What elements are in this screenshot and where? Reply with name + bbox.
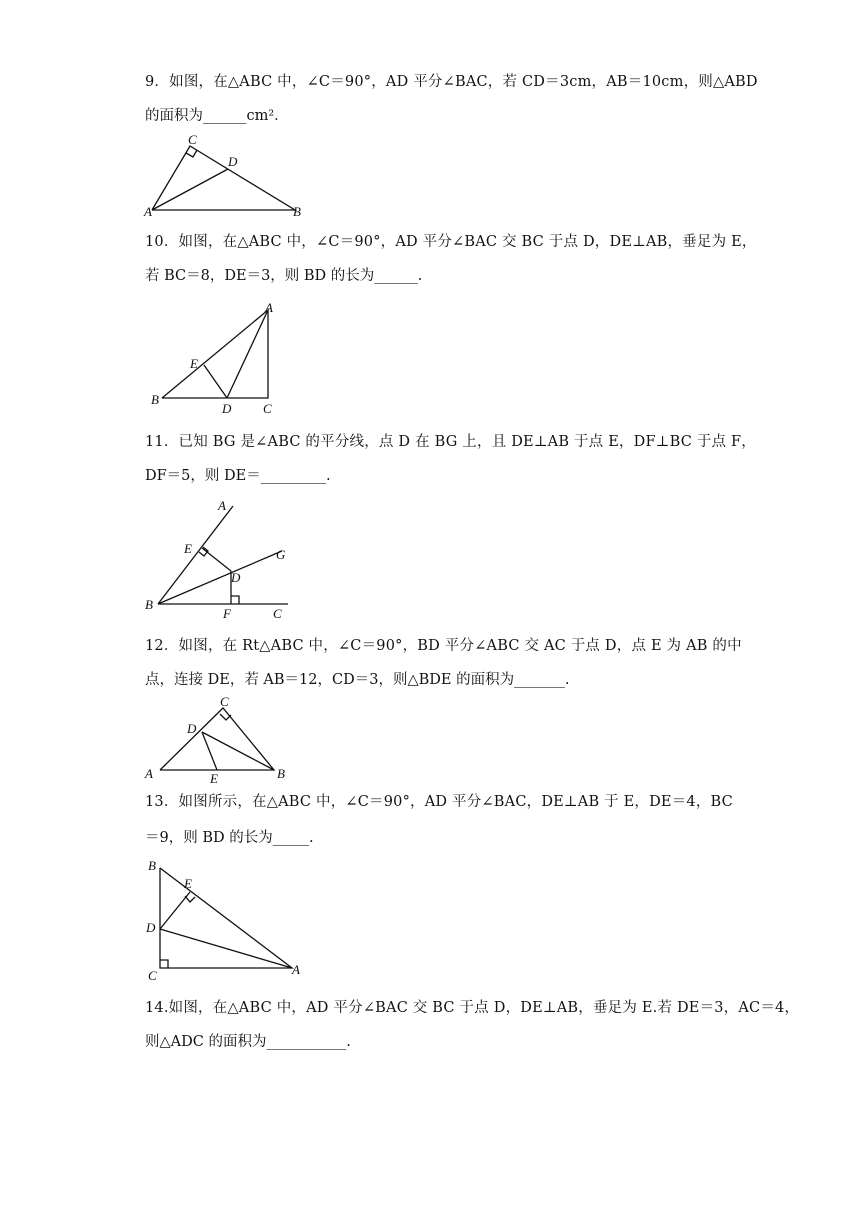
fig10-label-b: B [151, 392, 159, 407]
fig9-bisector-ad [152, 169, 228, 210]
fig11-ray-ba [158, 506, 233, 604]
fig11-label-d: D [231, 570, 241, 585]
problem-13-figure [142, 856, 312, 986]
fig9-label-c: C [188, 132, 197, 147]
problem-13-line-1: 13．如图所示，在△ABC 中，∠C＝90°，AD 平分∠BAC，DE⊥AB 于 E，DE＝4，BC [145, 794, 733, 810]
fig11-right-angle-mark-f [231, 596, 239, 604]
fig13-label-b: B [148, 858, 156, 873]
fig13-label-a: A [292, 962, 300, 977]
fig11-label-e: E [184, 541, 192, 556]
problem-10-line-2: 若 BC＝8，DE＝3，则 BD 的长为______. [145, 268, 423, 284]
fig9-label-d: D [228, 154, 238, 169]
fig10-perpendicular-de [204, 365, 227, 398]
problem-12-line-2: 点，连接 DE，若 AB＝12，CD＝3，则△BDE 的面积为_______. [145, 672, 570, 688]
problem-10-figure [145, 300, 295, 420]
problem-12-figure [140, 694, 300, 786]
problem-11-figure [140, 496, 310, 624]
fig13-bisector-ad [160, 929, 292, 968]
fig12-label-e: E [210, 771, 218, 786]
fig10-label-d: D [222, 401, 232, 416]
fig12-bisector-bd [202, 732, 274, 770]
fig9-label-b: B [293, 204, 301, 219]
fig11-label-a: A [218, 498, 226, 513]
fig13-label-d: D [146, 920, 156, 935]
fig13-label-e: E [184, 876, 192, 891]
problem-14-line-2: 则△ADC 的面积为___________. [145, 1034, 351, 1050]
fig9-label-a: A [144, 204, 152, 219]
fig13-label-c: C [148, 968, 157, 983]
fig11-perpendicular-de [202, 548, 231, 571]
fig9-triangle [152, 146, 295, 210]
problem-10-line-1: 10．如图，在△ABC 中，∠C＝90°，AD 平分∠BAC 交 BC 于点 D，DE⊥AB，垂足为 E， [145, 234, 757, 250]
fig12-label-b: B [277, 766, 285, 781]
fig12-label-c: C [220, 694, 229, 709]
problem-9-figure [140, 132, 320, 222]
problem-9-line-2: 的面积为______cm²． [145, 108, 289, 124]
fig13-right-angle-mark-c [160, 960, 168, 968]
fig10-triangle [162, 310, 268, 398]
problem-14-line-1: 14.如图，在△ABC 中，AD 平分∠BAC 交 BC 于点 D，DE⊥AB，垂足为 E.若 DE＝3，AC＝4， [145, 1000, 800, 1016]
problem-11-line-1: 11．已知 BG 是∠ABC 的平分线，点 D 在 BG 上，且 DE⊥AB 于点 E，DF⊥BC 于点 F， [145, 434, 756, 450]
fig10-bisector-ad [227, 310, 268, 398]
fig12-label-a: A [145, 766, 153, 781]
problem-13-line-2: ＝9，则 BD 的长为_____. [145, 830, 314, 846]
fig11-label-g: G [276, 547, 286, 562]
fig10-label-c: C [263, 401, 272, 416]
fig13-triangle [160, 868, 292, 968]
fig10-label-e: E [190, 356, 198, 371]
fig13-right-angle-mark-e [185, 896, 195, 902]
fig11-label-b: B [145, 597, 153, 612]
fig11-label-c: C [273, 606, 282, 621]
problem-12-line-1: 12．如图，在 Rt△ABC 中，∠C＝90°，BD 平分∠ABC 交 AC 于点 D，点 E 为 AB 的中 [145, 638, 742, 654]
fig10-label-a: A [265, 300, 273, 315]
fig12-segment-de [202, 732, 217, 770]
fig11-label-f: F [223, 606, 231, 621]
problem-11-line-2: DF＝5，则 DE＝_________. [145, 468, 331, 484]
fig11-ray-bg [158, 551, 282, 604]
fig12-label-d: D [187, 721, 197, 736]
problem-9-line-1: 9．如图，在△ABC 中，∠C＝90°，AD 平分∠BAC，若 CD＝3cm，AB＝10cm，则△ABD [145, 74, 758, 90]
